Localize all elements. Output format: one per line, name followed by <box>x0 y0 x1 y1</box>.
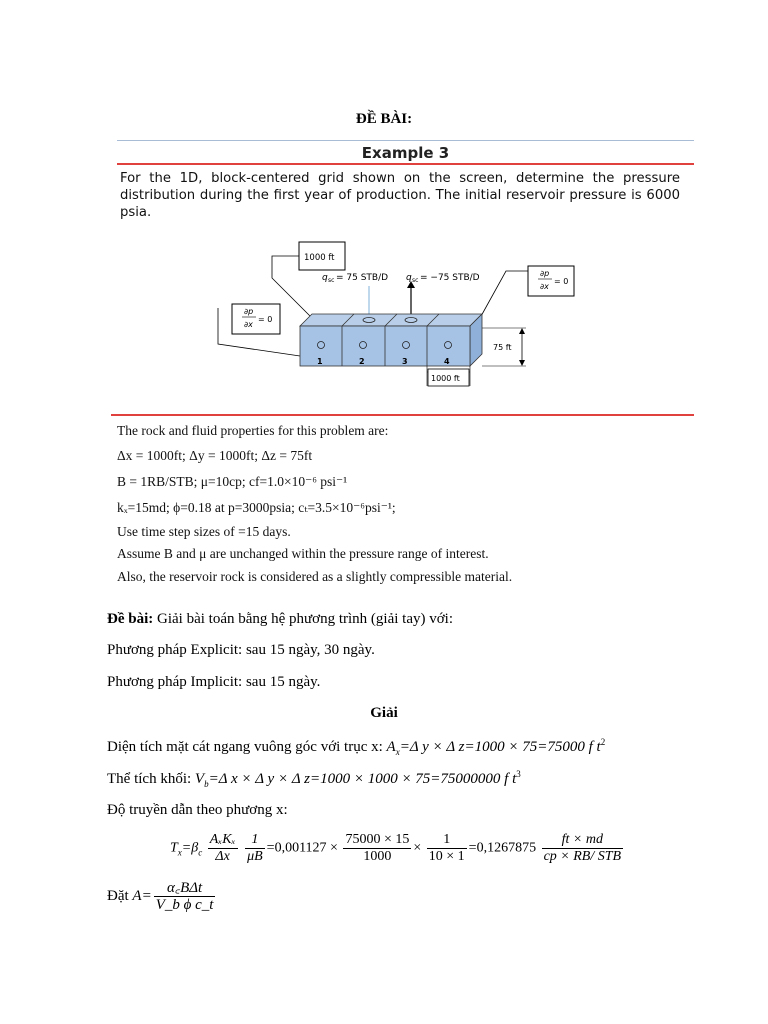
block-label-4: 4 <box>444 357 450 366</box>
task-text: Giải bài toán bằng hệ phương trình (giải tay) với: <box>153 611 454 627</box>
transmissibility-text: Độ truyền dẫn theo phương x: <box>107 802 288 818</box>
svg-text:∂p: ∂p <box>244 307 254 316</box>
svg-text:= 0: = 0 <box>258 315 273 324</box>
transmissibility-formula: $T_x=\beta_c$ $\frac{\text{AₓKₓ}}{\Delta x}$ $\frac{1}{\mu B}$ =0,001127 × $\frac{75000 \times 15}{1000}$ × $\frac{1}{10 \times 1}$ =0,1267875 $\frac{ft \times md}{\text{cp × RB/ STB}}$ <box>170 832 622 864</box>
example-description: For the 1D, block-centered grid shown on the screen, determine the pressure distribution during the first year of production. The initial reservoir pressure is 6000 psia. <box>120 171 680 220</box>
left-boundary-callout <box>232 304 280 334</box>
svg-text:= 0: = 0 <box>554 277 569 286</box>
grid-diagram <box>210 238 590 398</box>
property-line-1: Δx = 1000ft; Δy = 1000ft; Δz = 75ft <box>117 448 313 463</box>
top-width-label: 1000 ft <box>304 253 335 263</box>
volume-formula: =Δ x × Δ y × Δ z=1000 × 1000 × 75=75000000 f t <box>208 771 517 787</box>
height-label: 75 ft <box>493 343 512 352</box>
task-label: Đề bài: <box>107 611 154 627</box>
svg-text:∂x: ∂x <box>244 320 253 329</box>
block-label-2: 2 <box>359 357 365 366</box>
svg-text:sc: sc <box>412 277 419 284</box>
properties-intro: The rock and fluid properties for this problem are: <box>117 423 389 438</box>
define-line: Đặt A= $\frac{\text{α꜀BΔt}}{\text{V\_b ϕ c\_t}}$ <box>107 880 214 913</box>
divider-red-bottom <box>111 414 694 416</box>
svg-text:∂x: ∂x <box>540 282 549 291</box>
page-heading: ĐỀ BÀI: <box>355 111 413 127</box>
block-label-3: 3 <box>402 357 408 366</box>
area-formula: =Δ y × Δ z=1000 × 75=75000 f t <box>399 739 601 755</box>
example-title: Example 3 <box>361 144 450 162</box>
property-line-6: Also, the reservoir rock is considered as a slightly compressible material. <box>117 569 513 584</box>
area-line: Diện tích mặt cát ngang vuông góc với trục x: $A_x=\Delta$ y × Δ z=1000 × 75=75000 f $t^2$ <box>107 737 606 757</box>
svg-text:sc: sc <box>328 277 335 284</box>
svg-text:= −75 STB/D: = −75 STB/D <box>420 273 480 283</box>
block-label-1: 1 <box>317 357 323 366</box>
volume-lhs: V <box>194 771 205 787</box>
area-lhs: A <box>386 739 396 755</box>
task-line <box>107 611 453 628</box>
property-line-2: B = 1RB/STB; μ=10cp; cf=1.0×10⁻⁶ psi⁻¹ <box>117 474 348 489</box>
method-implicit: Phương pháp Implicit: sau 15 ngày. <box>107 674 321 690</box>
rate-production-label: q <box>406 273 412 283</box>
solution-heading: Giải <box>370 705 398 721</box>
volume-line: Thể tích khối: $V_b=\Delta$ x × Δ y × Δ z=1000 × 1000 × 75=75000000 f $t^3$ <box>107 769 521 789</box>
svg-text:∂p: ∂p <box>540 269 550 278</box>
volume-text: Thể tích khối: <box>107 771 195 787</box>
divider-red-top <box>117 163 694 165</box>
method-explicit: Phương pháp Explicit: sau 15 ngày, 30 ngày. <box>107 642 375 658</box>
property-line-3: kₓ=15md; ϕ=0.18 at p=3000psia; cₜ=3.5×10⁻⁶psi⁻¹; <box>117 500 396 515</box>
bottom-width-label: 1000 ft <box>431 374 460 383</box>
rate-injection-label: q <box>322 273 328 283</box>
svg-text:= 75 STB/D: = 75 STB/D <box>336 273 389 283</box>
area-text: Diện tích mặt cát ngang vuông góc với trục x: <box>107 739 387 755</box>
divider-top <box>117 140 694 141</box>
property-line-5: Assume B and μ are unchanged within the pressure range of interest. <box>117 546 489 561</box>
property-line-4: Use time step sizes of =15 days. <box>117 524 291 539</box>
